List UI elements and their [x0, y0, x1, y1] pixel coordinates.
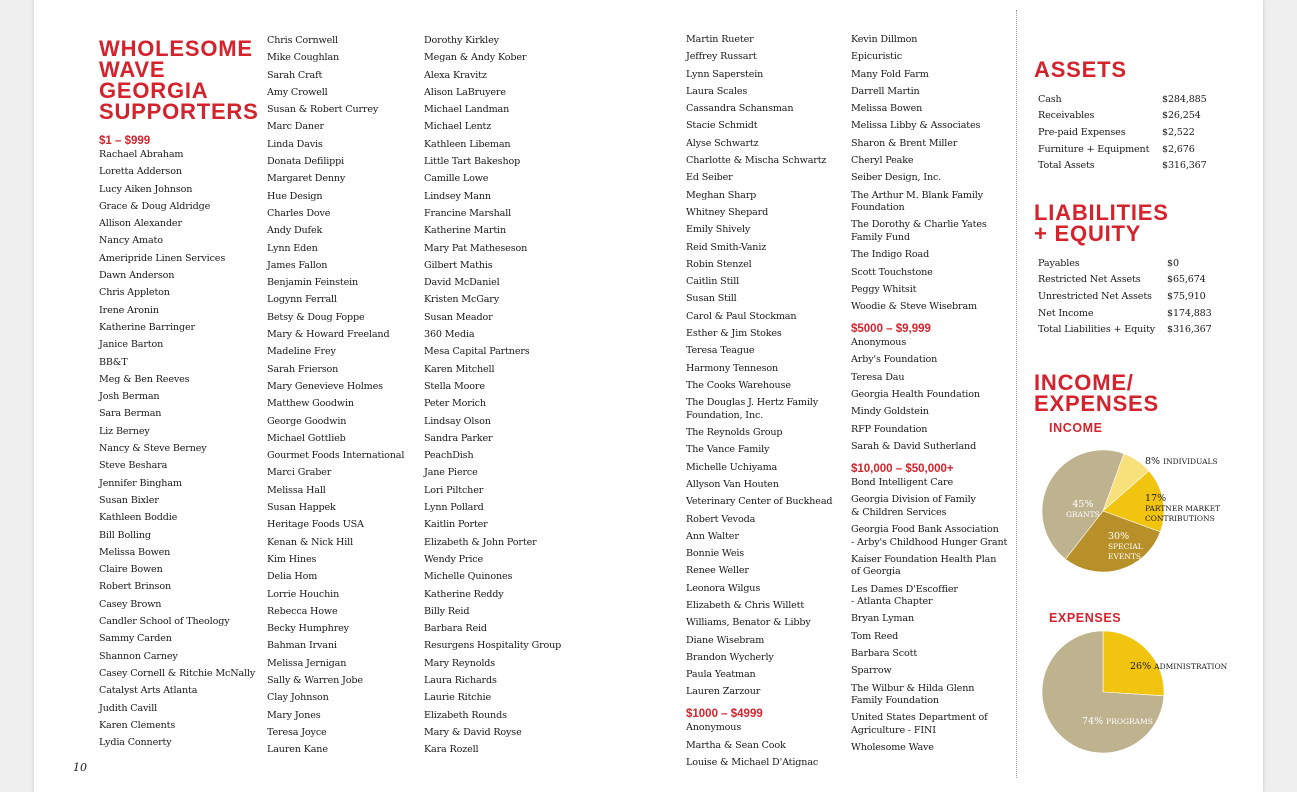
- supporter-name: Billy Reid: [424, 605, 470, 617]
- income-expenses-title-line-1: INCOME/: [1034, 370, 1134, 395]
- supporter-name: Robert Brinson: [99, 581, 171, 593]
- supporter-name: Laura Scales: [686, 85, 748, 97]
- supporter-name: The Vance Family: [686, 444, 770, 456]
- supporter-name: Harmony Tenneson: [686, 362, 779, 374]
- supporter-name: Josh Berman: [99, 391, 160, 403]
- supporter-name: Georgia Division of Family: [851, 494, 976, 506]
- supporter-name: Lydia Connerty: [99, 737, 172, 749]
- supporter-name: Cassandra Schansman: [686, 103, 794, 115]
- supporter-name-continued: & Children Services: [851, 506, 947, 518]
- donation-tier-heading: $1 – $999: [99, 135, 151, 147]
- supporter-name: Charles Dove: [267, 207, 331, 219]
- individuals-slice-label: [1145, 457, 1218, 467]
- page-number: 10: [73, 761, 87, 774]
- supporter-name: Teresa Teague: [686, 345, 755, 357]
- liabilities-value: $316,367: [1167, 324, 1212, 336]
- supporter-name: Georgia Food Bank Association: [851, 524, 999, 536]
- supporter-name: Darrell Martin: [851, 85, 920, 97]
- supporter-name-continued: - Arby's Childhood Hunger Grant: [851, 536, 1008, 548]
- assets-table: [1034, 91, 1207, 174]
- individuals-percent: 8%: [1145, 456, 1161, 467]
- table-row: [1034, 108, 1207, 125]
- supporter-name: Madeline Frey: [267, 346, 336, 358]
- supporter-name: Kaiser Foundation Health Plan: [851, 553, 997, 565]
- supporter-name: Ann Walter: [686, 530, 739, 542]
- supporter-name: Steve Beshara: [99, 460, 168, 472]
- supporter-name: Melissa Bowen: [851, 103, 923, 115]
- supporter-name-continued: Foundation, Inc.: [686, 409, 764, 421]
- supporter-name: The Douglas J. Hertz Family: [686, 397, 818, 409]
- liabilities-title-line-2: + EQUITY: [1034, 221, 1142, 246]
- supporter-name: Elizabeth & John Porter: [424, 536, 537, 548]
- supporter-name-continued: Family Fund: [851, 231, 910, 243]
- supporter-name: Elizabeth Rounds: [424, 709, 507, 721]
- supporter-name: Mary & Howard Freeland: [267, 329, 390, 341]
- supporter-name: Stella Moore: [424, 380, 485, 392]
- special-events-slice-label: [1108, 532, 1143, 562]
- table-row: [1034, 157, 1207, 174]
- supporter-name: Woodie & Steve Wisebram: [851, 301, 977, 313]
- supporter-name: Many Fold Farm: [851, 68, 929, 80]
- supporter-name: Resurgens Hospitality Group: [424, 640, 562, 652]
- supporter-name: Claire Bowen: [99, 564, 163, 576]
- table-row: [1034, 321, 1212, 338]
- table-row: [1034, 141, 1207, 158]
- supporter-name: Brandon Wycherly: [686, 651, 774, 663]
- supporter-name: Louise & Michael D'Atignac: [686, 757, 819, 769]
- assets-label: Furniture + Equipment: [1038, 143, 1150, 155]
- supporter-name: Wendy Price: [424, 553, 484, 565]
- supporter-name: Mary Jones: [267, 709, 321, 721]
- assets-label: Total Assets: [1038, 160, 1095, 172]
- supporters-column-5: [851, 34, 1007, 753]
- supporter-name: Sharon & Brent Miller: [851, 137, 958, 149]
- supporter-name: Peter Morich: [424, 398, 486, 410]
- supporter-name: Chris Appleton: [99, 287, 170, 299]
- liabilities-value: $174,883: [1167, 307, 1212, 319]
- supporter-name: Bonnie Weis: [686, 548, 745, 560]
- supporter-name: The Wilbur & Hilda Glenn: [851, 682, 975, 694]
- supporter-name: Kim Hines: [267, 553, 317, 565]
- supporters-column-2: [267, 35, 404, 755]
- supporter-name: Susan Happek: [267, 502, 336, 514]
- supporter-name: Sandra Parker: [424, 432, 493, 444]
- supporter-name: Irene Aronin: [99, 304, 159, 316]
- supporter-name: Mindy Goldstein: [851, 406, 929, 418]
- supporter-name: Katherine Barringer: [99, 321, 195, 333]
- supporter-name: Williams, Benator & Libby: [686, 617, 811, 629]
- supporter-name: Les Dames D'Escoffier: [851, 583, 958, 595]
- supporter-name: Tom Reed: [851, 630, 899, 642]
- supporter-name: Michael Lentz: [424, 121, 492, 133]
- supporter-name: Andy Dufek: [267, 225, 323, 237]
- supporter-name: Martha & Sean Cook: [686, 739, 786, 751]
- supporter-name: The Reynolds Group: [686, 427, 783, 439]
- supporter-name: RFP Foundation: [851, 423, 928, 435]
- supporter-name: Michael Gottlieb: [267, 432, 346, 444]
- heading-line-1: WHOLESOME: [99, 36, 253, 61]
- table-row: [1034, 255, 1212, 272]
- income-subheading: INCOME: [1049, 421, 1103, 435]
- heading-line-3: GEORGIA: [99, 78, 209, 103]
- supporter-name: Candler School of Theology: [99, 616, 230, 628]
- expenses-subheading: EXPENSES: [1049, 611, 1122, 625]
- supporter-name: Reid Smith-Vaniz: [686, 241, 767, 253]
- supporter-name: Lauren Zarzour: [686, 686, 761, 698]
- special-events-percent: 30%: [1108, 531, 1130, 542]
- supporter-name: The Arthur M. Blank Family: [851, 189, 983, 201]
- supporter-name-continued: Family Foundation: [851, 695, 939, 707]
- liabilities-table: [1034, 255, 1212, 338]
- supporter-name: David McDaniel: [424, 277, 500, 289]
- supporter-name: Kara Rozell: [424, 744, 479, 756]
- table-row: [1034, 305, 1212, 322]
- supporter-name: Barbara Scott: [851, 648, 918, 660]
- supporter-name: Bill Bolling: [99, 529, 151, 541]
- supporter-name: Whitney Shepard: [686, 206, 769, 218]
- supporter-name: Mike Coughlan: [267, 52, 340, 64]
- supporter-name: Mary Pat Matheseson: [424, 242, 528, 254]
- grants-percent: 45%: [1072, 499, 1094, 510]
- supporter-name: Matthew Goodwin: [267, 398, 354, 410]
- assets-title: ASSETS: [1034, 57, 1127, 82]
- supporter-name: Melissa Bowen: [99, 546, 171, 558]
- supporter-name: Jane Pierce: [424, 467, 478, 479]
- supporter-name: Sally & Warren Jobe: [267, 674, 363, 686]
- grants-slice-label: [1066, 500, 1100, 520]
- supporter-name: Sara Berman: [99, 408, 162, 420]
- supporter-name: Michelle Uchiyama: [686, 461, 778, 473]
- supporter-name: Allison Alexander: [99, 218, 182, 230]
- heading-line-4: SUPPORTERS: [99, 99, 259, 124]
- table-row: [1034, 91, 1207, 108]
- assets-label: Pre-paid Expenses: [1038, 126, 1126, 138]
- supporter-name: Margaret Denny: [267, 173, 346, 185]
- assets-value: $316,367: [1162, 160, 1207, 172]
- supporter-name: Susan & Robert Currey: [267, 104, 379, 116]
- supporter-name: Lucy Aiken Johnson: [99, 183, 193, 195]
- supporter-name: Liz Berney: [99, 425, 150, 437]
- supporter-name: Benjamin Feinstein: [267, 277, 359, 289]
- liabilities-title-line-1: LIABILITIES: [1034, 200, 1169, 225]
- supporter-name: Diane Wisebram: [686, 634, 765, 646]
- supporter-name: Scott Touchstone: [851, 266, 933, 278]
- supporter-name: Ed Seiber: [686, 172, 733, 184]
- liabilities-label: Unrestricted Net Assets: [1038, 290, 1152, 302]
- supporter-name-continued: - Atlanta Chapter: [851, 596, 933, 608]
- supporter-name: Susan Bixler: [99, 494, 159, 506]
- table-row: [1034, 288, 1212, 305]
- liabilities-label: Payables: [1038, 257, 1080, 269]
- supporter-name: Georgia Health Foundation: [851, 389, 980, 401]
- administration-text: ADMINISTRATION: [1154, 662, 1228, 671]
- supporter-name: George Goodwin: [267, 415, 347, 427]
- assets-value: $2,676: [1162, 143, 1195, 155]
- supporter-name: Shannon Carney: [99, 650, 178, 662]
- liabilities-title: [1034, 202, 1169, 244]
- supporters-column-1: [99, 134, 255, 748]
- liabilities-label: Total Liabilities + Equity: [1038, 324, 1156, 336]
- liabilities-value: $75,910: [1167, 290, 1206, 302]
- partner-text-line-1: PARTNER MARKET: [1145, 504, 1221, 513]
- supporter-name: Amy Crowell: [267, 86, 328, 98]
- special-events-text-line-1: SPECIAL: [1108, 542, 1143, 551]
- supporter-name: Anonymous: [686, 722, 742, 734]
- supporter-name: Caitlin Still: [686, 276, 740, 288]
- supporter-name: Veterinary Center of Buckhead: [686, 496, 833, 508]
- supporter-name: Epicuristic: [851, 51, 902, 63]
- supporter-name: Lorrie Houchin: [267, 588, 340, 600]
- supporter-name: Bahman Irvani: [267, 640, 337, 652]
- supporter-name-continued: Foundation: [851, 202, 905, 214]
- grants-text: GRANTS: [1066, 510, 1100, 519]
- supporter-name: Sarah Craft: [267, 69, 323, 81]
- supporter-name: Nancy & Steve Berney: [99, 443, 207, 455]
- supporter-name: Melissa Libby & Associates: [851, 120, 981, 132]
- supporter-name: Katherine Martin: [424, 225, 506, 237]
- supporter-name: The Indigo Road: [851, 249, 930, 261]
- supporter-name: Michelle Quinones: [424, 571, 513, 583]
- supporter-name: Kathleen Libeman: [424, 138, 511, 150]
- supporter-name: Clay Johnson: [267, 692, 329, 704]
- supporter-name: Melissa Jernigan: [267, 657, 347, 669]
- column-divider: [1016, 10, 1017, 778]
- supporter-name: Paula Yeatman: [686, 669, 756, 681]
- supporter-name: Megan & Andy Kober: [424, 52, 527, 64]
- supporter-name: Mary Reynolds: [424, 657, 496, 669]
- supporter-name: Meghan Sharp: [686, 189, 757, 201]
- supporter-name: Renee Weller: [686, 565, 749, 577]
- supporter-name: Jeffrey Russart: [686, 51, 757, 63]
- supporter-name: Esther & Jim Stokes: [686, 328, 782, 340]
- supporter-name: Delia Hom: [267, 571, 318, 583]
- administration-slice-label: [1130, 662, 1227, 672]
- supporter-name: Lauren Kane: [267, 744, 328, 756]
- supporter-name: Katherine Reddy: [424, 588, 504, 600]
- supporter-name: Mary & David Royse: [424, 726, 522, 738]
- supporter-name: Mary Genevieve Holmes: [267, 380, 383, 392]
- supporter-name: Francine Marshall: [424, 207, 512, 219]
- supporter-name: Casey Cornell & Ritchie McNally: [99, 667, 256, 679]
- supporter-name: Bond Intelligent Care: [851, 476, 953, 488]
- programs-percent: 74%: [1082, 716, 1104, 727]
- supporter-name: Susan Meador: [424, 311, 493, 323]
- supporter-name: Kristen McGary: [424, 294, 499, 306]
- supporter-name: Leonora Wilgus: [686, 582, 761, 594]
- table-row: [1034, 124, 1207, 141]
- administration-percent: 26%: [1130, 661, 1152, 672]
- supporter-name: Emily Shively: [686, 224, 751, 236]
- supporter-name: BB&T: [99, 356, 128, 368]
- supporter-name: Becky Humphrey: [267, 623, 349, 635]
- supporter-name: Michael Landman: [424, 104, 510, 116]
- partner-percent: 17%: [1145, 493, 1167, 504]
- donation-tier-heading: $10,000 – $50,000+: [851, 462, 954, 475]
- supporter-name: Dorothy Kirkley: [424, 35, 499, 46]
- supporter-name: Lynn Pollard: [424, 502, 484, 514]
- supporter-name: Alison LaBruyere: [424, 86, 506, 98]
- liabilities-label: Net Income: [1038, 307, 1094, 319]
- supporter-name: Heritage Foods USA: [267, 519, 364, 531]
- supporter-name: Laurie Ritchie: [424, 692, 491, 704]
- supporter-name: Rachael Abraham: [99, 149, 184, 160]
- partner-slice-label: [1145, 494, 1220, 524]
- supporter-name: Chris Cornwell: [267, 35, 338, 46]
- supporter-name: Teresa Dau: [851, 371, 905, 383]
- supporters-heading: [99, 38, 259, 122]
- supporter-name: Karen Clements: [99, 719, 176, 731]
- assets-value: $284,885: [1162, 93, 1207, 105]
- supporter-name: Hue Design: [267, 190, 323, 202]
- expenses-pie-chart: [1041, 622, 1181, 762]
- heading-line-2: WAVE: [99, 57, 166, 82]
- supporter-name: James Fallon: [267, 259, 328, 271]
- assets-label: Cash: [1038, 93, 1062, 105]
- supporter-name: Sammy Carden: [99, 633, 172, 645]
- supporter-name: Lindsey Mann: [424, 190, 491, 202]
- supporter-name: Bryan Lyman: [851, 613, 914, 625]
- supporter-name: Nancy Amato: [99, 235, 163, 247]
- supporter-name: Logynn Ferrall: [267, 294, 337, 306]
- liabilities-value: $65,674: [1167, 274, 1206, 286]
- supporter-name: PeachDish: [424, 450, 474, 462]
- annual-report-page: [34, 0, 1263, 792]
- supporter-name: Lynn Saperstein: [686, 68, 764, 80]
- supporter-name: Betsy & Doug Foppe: [267, 311, 365, 323]
- partner-text-line-2: CONTRIBUTIONS: [1145, 514, 1215, 523]
- supporter-name: Melissa Hall: [267, 484, 326, 496]
- income-expenses-title: [1034, 372, 1159, 414]
- supporter-name: Janice Barton: [99, 339, 164, 351]
- supporter-name: Anonymous: [851, 337, 907, 349]
- supporter-name: Jennifer Bingham: [99, 477, 182, 489]
- supporter-name: Stacie Schmidt: [686, 120, 758, 132]
- supporter-name: Martin Rueter: [686, 34, 754, 45]
- supporter-name: Little Tart Bakeshop: [424, 156, 521, 168]
- supporter-name: Linda Davis: [267, 138, 323, 150]
- supporter-name: Judith Cavill: [99, 702, 158, 714]
- supporter-name: Robert Vevoda: [686, 513, 756, 525]
- supporter-name: Peggy Whitsit: [851, 283, 917, 295]
- supporter-name: The Dorothy & Charlie Yates: [851, 219, 987, 231]
- supporter-name: Gourmet Foods International: [267, 450, 405, 462]
- table-row: [1034, 272, 1212, 289]
- supporter-name: United States Department of: [851, 712, 988, 724]
- individuals-text: INDIVIDUALS: [1163, 457, 1218, 466]
- supporter-name: Robin Stenzel: [686, 258, 752, 270]
- supporter-name: Lynn Eden: [267, 242, 318, 254]
- supporter-name: Rebecca Howe: [267, 605, 338, 617]
- supporter-name: Lori Piltcher: [424, 484, 484, 496]
- supporter-name: Laura Richards: [424, 674, 497, 686]
- supporter-name: Kathleen Boddie: [99, 512, 178, 524]
- supporter-name: Casey Brown: [99, 598, 162, 610]
- assets-value: $2,522: [1162, 126, 1195, 138]
- supporter-name: Donata Defilippi: [267, 156, 345, 168]
- supporters-column-3: [424, 35, 561, 755]
- assets-value: $26,254: [1162, 110, 1201, 122]
- supporter-name: Elizabeth & Chris Willett: [686, 600, 805, 611]
- programs-slice-label: [1082, 717, 1153, 727]
- supporter-name: Teresa Joyce: [267, 726, 327, 738]
- supporter-name: Catalyst Arts Atlanta: [99, 685, 198, 697]
- supporter-name: Allyson Van Houten: [686, 478, 779, 490]
- special-events-text-line-2: EVENTS: [1108, 552, 1142, 561]
- supporter-name-continued: of Georgia: [851, 566, 901, 578]
- liabilities-value: $0: [1167, 257, 1179, 269]
- supporter-name: Susan Still: [686, 293, 737, 305]
- supporter-name: Kevin Dillmon: [851, 34, 918, 45]
- liabilities-label: Restricted Net Assets: [1038, 274, 1141, 286]
- supporter-name: Arby's Foundation: [851, 354, 938, 366]
- supporter-name: Gilbert Mathis: [424, 259, 493, 271]
- supporter-name: Kaitlin Porter: [424, 519, 488, 531]
- supporter-name: Sarah Frierson: [267, 363, 339, 375]
- supporter-name: Marc Daner: [267, 121, 324, 133]
- supporter-name: Camille Lowe: [424, 173, 489, 185]
- supporters-column-4: [686, 34, 832, 768]
- supporter-name: Lindsay Olson: [424, 415, 491, 427]
- supporter-name-continued: Agriculture - FINI: [851, 724, 936, 736]
- supporter-name: Mesa Capital Partners: [424, 346, 530, 358]
- supporter-name: 360 Media: [424, 329, 475, 341]
- supporter-name: Cheryl Peake: [851, 155, 914, 167]
- supporter-name: Charlotte & Mischa Schwartz: [686, 155, 827, 167]
- donation-tier-heading: $1000 – $4999: [686, 708, 763, 721]
- supporter-name: Alexa Kravitz: [424, 69, 487, 81]
- donation-tier-heading: $5000 – $9,999: [851, 323, 931, 336]
- programs-text: PROGRAMS: [1106, 717, 1153, 726]
- supporter-name: Kenan & Nick Hill: [267, 536, 354, 548]
- assets-label: Receivables: [1038, 110, 1095, 122]
- supporter-name: Sparrow: [851, 665, 892, 677]
- supporter-name: Seiber Design, Inc.: [851, 172, 942, 184]
- income-expenses-title-line-2: EXPENSES: [1034, 391, 1160, 416]
- supporter-name: Marci Graber: [267, 467, 332, 479]
- supporter-name: Dawn Anderson: [99, 270, 175, 282]
- supporter-name: Wholesome Wave: [851, 742, 934, 754]
- supporter-name: Meg & Ben Reeves: [99, 373, 190, 385]
- supporter-name: Alyse Schwartz: [686, 137, 759, 149]
- supporter-name: Karen Mitchell: [424, 363, 495, 375]
- supporter-name: Loretta Adderson: [99, 166, 182, 178]
- supporter-name: Sarah & David Sutherland: [851, 440, 977, 452]
- supporter-name: Ameripride Linen Services: [99, 252, 226, 264]
- supporter-name: Carol & Paul Stockman: [686, 310, 797, 322]
- supporter-name: Barbara Reid: [424, 623, 487, 635]
- supporter-name: The Cooks Warehouse: [686, 379, 791, 391]
- supporter-name: Grace & Doug Aldridge: [99, 200, 211, 212]
